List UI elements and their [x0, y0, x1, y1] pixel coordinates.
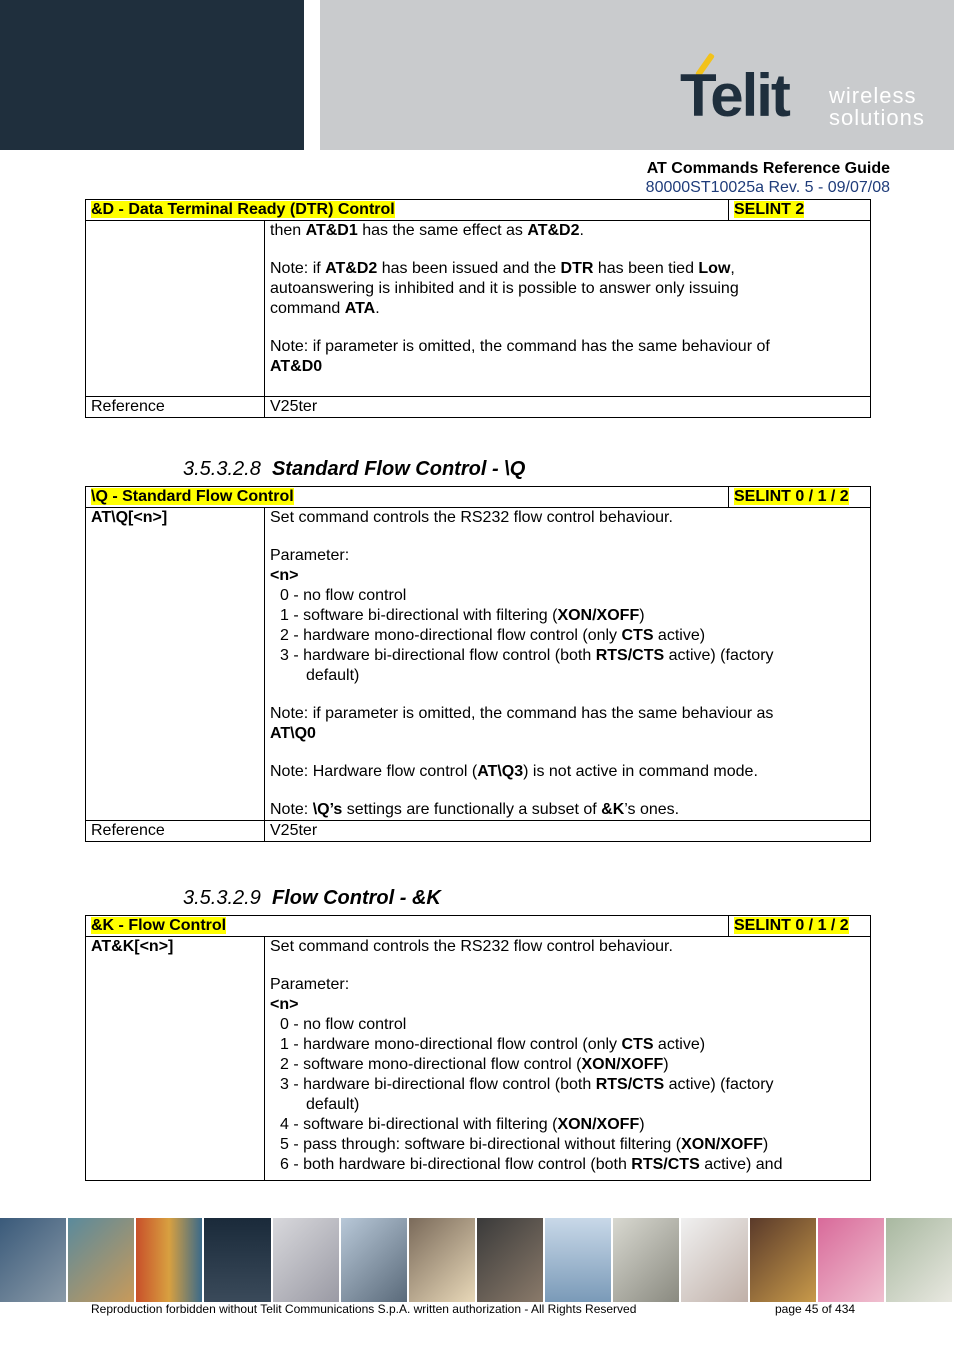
logo-wordmark: Telit [680, 62, 789, 129]
k-selint-cell [729, 916, 871, 937]
dtr-selint-cell [729, 200, 871, 221]
dtr-table-title-cell [86, 200, 729, 221]
photo-tile [136, 1218, 204, 1302]
q-table-title-cell [86, 487, 729, 508]
section-title: Standard Flow Control - \Q [271, 458, 526, 480]
footer-photo-strip [0, 1218, 954, 1302]
q-table-title: \Q - Standard Flow Control [91, 488, 294, 505]
photo-tile [68, 1218, 136, 1302]
section-heading-q [183, 457, 525, 481]
dtr-table-title: &D - Data Terminal Ready (DTR) Control [91, 201, 395, 218]
photo-tile [477, 1218, 545, 1302]
footer-page-number: page 45 of 434 [775, 1302, 856, 1316]
dtr-selint: SELINT 2 [734, 201, 805, 218]
dtr-line-1: then AT&D1 has the same effect as AT&D2. [270, 222, 584, 239]
dtr-note-1: Note: if AT&D2 has been issued and the DTR has been tied Low, autoanswering is inhibited and it is possible to answer only issuing command ATA. [270, 260, 739, 317]
photo-tile [886, 1218, 954, 1302]
header-dark-panel [0, 0, 304, 150]
q-description-cell: Set command controls the RS232 flow control behaviour. Parameter: <n> 0 - no flow control 1 - software bi-directional with filtering (XON/XOFF) 2 - hardware mono-directional flow control (only CTS active) 3 - hardware bi-directional flow control (both RTS/CTS active) (factory default) Note: if parameter is omitted, the command has the same behaviour as AT\Q0 Note: Hardware flow control (AT\Q3) is not active in command mode. Note: \Q’s settings are functionally a subset of &K’s ones. [265, 508, 871, 821]
photo-tile [681, 1218, 749, 1302]
k-table-title: &K - Flow Control [91, 917, 227, 934]
dtr-control-table [85, 199, 871, 418]
section-title: Flow Control - &K [271, 887, 441, 909]
q-reference-value: V25ter [265, 821, 871, 842]
dtr-reference-label: Reference [86, 397, 265, 418]
k-table-title-cell [86, 916, 729, 937]
document-revision: 80000ST10025a Rev. 5 - 09/07/08 [645, 179, 890, 196]
q-selint-cell [729, 487, 871, 508]
dtr-reference-value: V25ter [265, 397, 871, 418]
dtr-empty-label [86, 221, 265, 397]
dtr-note-2: Note: if parameter is omitted, the command has the same behaviour of AT&D0 [270, 338, 770, 375]
photo-tile [341, 1218, 409, 1302]
document-title: AT Commands Reference Guide [646, 160, 890, 177]
q-command-syntax: AT\Q[<n>] [86, 508, 265, 821]
photo-tile [818, 1218, 886, 1302]
q-flow-control-table [85, 486, 871, 842]
photo-tile [545, 1218, 613, 1302]
photo-tile [409, 1218, 477, 1302]
k-selint: SELINT 0 / 1 / 2 [734, 917, 849, 934]
footer-copyright: Reproduction forbidden without Telit Communications S.p.A. written authorization - All Rights Reserved [91, 1302, 637, 1316]
photo-tile [613, 1218, 681, 1302]
photo-tile [273, 1218, 341, 1302]
logo-tagline: wireless solutions [829, 83, 925, 130]
section-heading-k [183, 886, 441, 910]
photo-tile [0, 1218, 68, 1302]
k-description-cell: Set command controls the RS232 flow control behaviour. Parameter: <n> 0 - no flow control 1 - hardware mono-directional flow control (only CTS active) 2 - software mono-directional flow control (XON/XOFF) 3 - hardware bi-directional flow control (both RTS/CTS active) (factory default) 4 - software bi-directional with filtering (XON/XOFF) 5 - pass through: software bi-directional without filtering (XON/XOFF) 6 - both hardware bi-directional flow control (both RTS/CTS active) and [265, 937, 871, 1181]
telit-logo [676, 52, 936, 132]
q-selint: SELINT 0 / 1 / 2 [734, 488, 849, 505]
section-number: 3.5.3.2.8 [183, 458, 261, 480]
section-number: 3.5.3.2.9 [183, 887, 261, 909]
q-reference-label: Reference [86, 821, 265, 842]
photo-tile [750, 1218, 818, 1302]
k-command-syntax: AT&K[<n>] [86, 937, 265, 1181]
dtr-description-cell [265, 221, 871, 397]
k-flow-control-table [85, 915, 871, 1181]
photo-tile [204, 1218, 272, 1302]
